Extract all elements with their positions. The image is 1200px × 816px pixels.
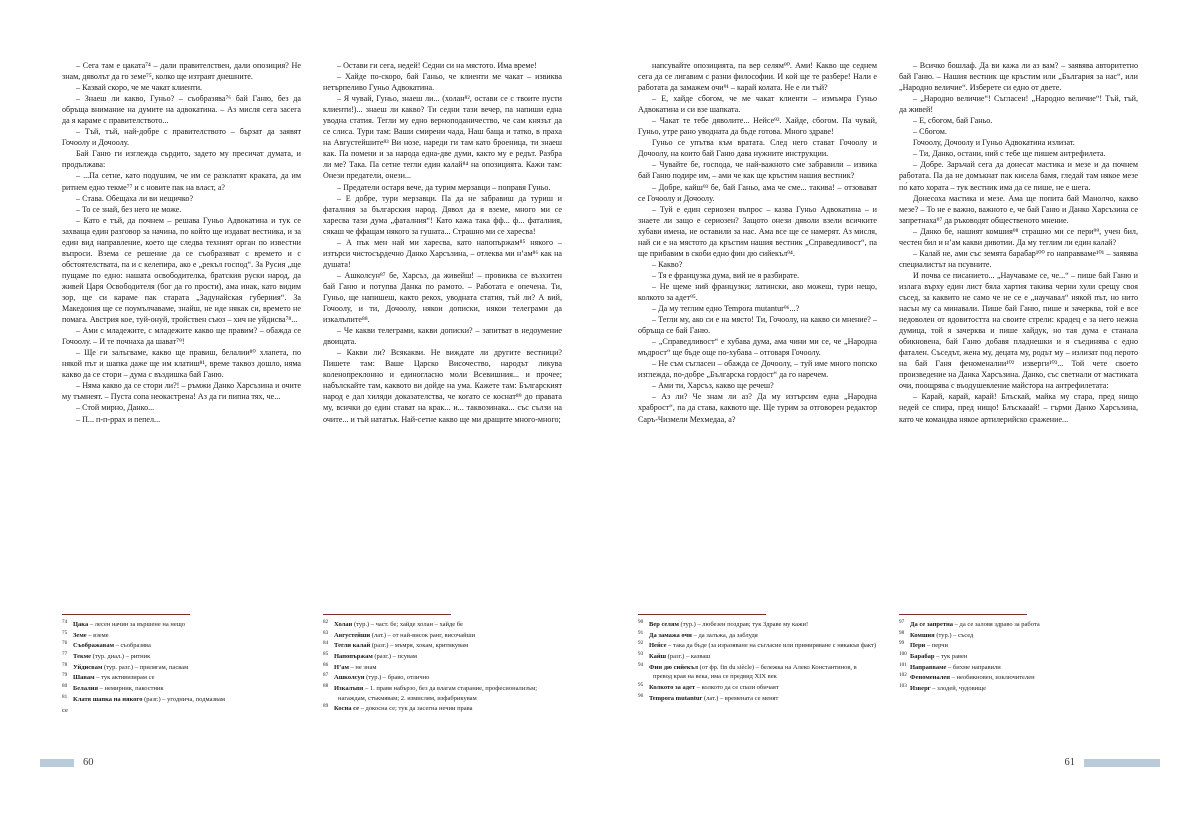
footnote-entry: 99 Пери – перчи bbox=[899, 640, 949, 650]
footnote-entry: 97 Да се запретна – да се заловя здраво за работа bbox=[899, 618, 1040, 628]
footnote-entry: 92 Нейсе – така да бъде (за изразяване на съгласие или примиряване с някакъв факт) bbox=[638, 640, 877, 650]
footnote-term: Августейши bbox=[334, 631, 371, 639]
footnote-entry: 79 Шавам – тук активизирам се bbox=[62, 672, 155, 682]
page-number-right: 61 bbox=[1064, 757, 1075, 768]
footnote-entry: 81 Клатя шапка на някого (разг.) – угоднича, подмазвам bbox=[62, 693, 226, 703]
paragraph: – Тегли му, ако си е на място! Ти, Гочоолу, на какво си мнение? – обръща се бай Ганю. bbox=[638, 315, 877, 336]
text-column-3 bbox=[638, 60, 877, 600]
paragraph: – Ашколсун⁸⁷ бе, Харсъз, да живейш! – провиква се възхитен бай Ганю и потупва Данка по рамото. – Работата е опечена. Ти, Гуньо, ще напишеш, както рекох, уводната статия, тъй ли? А вий, Гочоолу, и ти, Дочоолу, някои дописки, някои телеграми да изкалъпите⁸⁸. bbox=[323, 270, 562, 325]
paragraph: – Че какви телеграми, какви дописки? – запитват в недоумение двоицата. bbox=[323, 326, 562, 347]
footnote-definition: – колкото да се спази обичаят bbox=[695, 684, 779, 692]
footnote-entry: 74 Цака – лесен начин за вършене на нещо bbox=[62, 618, 185, 628]
footnote-term: Цака bbox=[73, 621, 89, 628]
paragraph: – Предатели остаря вече, да турим мерзавци – поправя Гуньо. bbox=[337, 182, 551, 192]
footnote-definition: (лат.) – от най-висок ранг, височайши bbox=[370, 631, 476, 639]
paragraph: Гуньо се упътва към вратата. След него стават Гочоолу и Дочоолу, на които бай Ганю дава нужните инструкции. bbox=[638, 138, 877, 159]
footnote-entry: 103 Изверг – злодей, чудовище bbox=[899, 682, 987, 693]
paragraph: – Е добре, тури мерзавци. Па да не забравиш да туриш и фаталния за българския народ. Дявол да я вземе, много ми се харесва тази дума „фаталния“! Като кажа така фф... ф... фаталния, сякаш че ффащам някого за гушата... Страшно ми се харесва! bbox=[323, 193, 562, 236]
footnote-definition: (тур. диал.) – ритник bbox=[91, 653, 151, 661]
footnote-term: Холан bbox=[334, 621, 353, 628]
footnote-entry: 86 Н’ам – не знам bbox=[323, 661, 377, 671]
footnote-definition: (тур.) – съсед bbox=[934, 631, 974, 639]
footnote-definition: – да се заловя здраво за работа bbox=[953, 621, 1040, 628]
footnote-entry: 90 Вер селям (тур.) – любезен поздрав; тук Здраве му кажи! bbox=[638, 618, 809, 628]
text-column-1 bbox=[62, 60, 301, 600]
folio-left bbox=[40, 757, 94, 768]
paragraph: – Туй е един сериозен въпрос – казва Гуньо Адвокатина – и знаете ли защо е сериозен? Защото онези дяволи взели всичките хубави имена, не оставили за нас. Ама все ще се намерят. Аз мисля, най си е на мястото да кръстим нашия вестник „Справедливост“, па ще прибавим в скоби едно фин дю сийекъл⁹⁴. bbox=[638, 204, 877, 258]
footnote-definition: – бихме направили bbox=[946, 663, 1001, 671]
footnote-term: Да се запретна bbox=[910, 621, 954, 628]
footnote-definition: – тук равен bbox=[934, 653, 968, 661]
paragraph: – П... п-п-ррах и пепел... bbox=[76, 414, 161, 424]
paragraph: – Да му теглим едно Tempora mutantur⁹⁶...? bbox=[652, 304, 800, 314]
paragraph: И почва се писанието... „Научаваме се, че...“ – пише бай Ганю и излага върху един лист бяла хартия такива черни хули срещу своя съсед, за каквито не само че не се е „научавал“ някой път, но нито насън му са минавали. Пише бай Ганю, пише и зачерква, той е все недоволен от ядовитостта на своите стрели: крадец е за него нежна думица, той я зачерква и пише хайдук, но тая дума е станала обикновена, бай Ганю добавя пладнешки и я съединява с едно фатален. Съседът, жена му, децата му, родът му – излизат под перото на бай Ганя феноменални¹⁰² изверги¹⁰³... Той чете своето произведение на Данка Харсъзина. Данко, със светнали от мастиката очи, поощрява с въодушевление майстора на антрефилетата: bbox=[899, 270, 1138, 391]
paragraph: – А пък мен най ми харесва, като напопържам⁸⁵ някого – изтърси чистосърдечно Данко Харсъзина, – отлеква ми н’ам⁸⁶ как на душата! bbox=[323, 237, 562, 269]
paragraph: – Ти, Данко, остани, ний с тебе ще пишем антрефилета. bbox=[913, 149, 1106, 159]
footnote-definition: – злодей, чудовище bbox=[930, 685, 987, 693]
footnote-continuation: се bbox=[62, 706, 68, 714]
footnote-term: Комшия bbox=[910, 631, 935, 639]
footnote-entry: 93 Кайш (разг.) – казваш bbox=[638, 650, 711, 661]
paragraph: – Я чувай, Гуньо, знаеш ли... (холан⁸², остави се с твоите пусти клиенти!)... знаеш ли какво? Ти седни тази вечер, па напиши една уводна статия. Тегли му едно верноподаничество, че сам князът да се слиса. Тури там: Ваши смирени чада, Наш баща и татко, в праха на Августейшите⁸³ Ви нозе, нареди ги там като броеница, ти знаеш как. Па помени и за народа една-две думи, както му е редът. Разбра ли ме? Така. Па сетне тегли един калай⁸⁴ на опозицията. Кажи там: Онези предатели, онези... bbox=[323, 94, 562, 181]
footnote-term: Съображавам bbox=[73, 642, 114, 650]
footnote-entry: 80 Белалия – немирник, пакостник bbox=[62, 682, 164, 693]
paragraph: – ...Па сетне, като подушим, че им се разклатят краката, да им ритнем едно текме⁷⁷ и с новите пак на власт, а? bbox=[62, 171, 301, 192]
footnote-column-4 bbox=[899, 614, 1138, 704]
footnote-term: Колкото за адет bbox=[649, 684, 696, 692]
footnote-term: Тегли калай bbox=[334, 642, 371, 650]
footnote-rule bbox=[899, 614, 1027, 615]
footnote-entry: 85 Напопържам (разг.) – псувам bbox=[323, 650, 417, 661]
paragraph: – „Справедливост“ е хубава дума, ама чини ми се, че „Народна мъдрост“ ще бъде още по-хубава – отговаря Гочоолу. bbox=[638, 337, 877, 358]
folio-marker-bar-icon bbox=[40, 759, 74, 767]
paragraph: – Е, сбогом, бай Ганьо. bbox=[913, 116, 993, 126]
footnote-definition: – така да бъде (за изразяване на съгласие или примиряване с някакъв факт) bbox=[666, 642, 877, 650]
footnote-definition: (разг.) – мъмря, хокам, критикувам bbox=[370, 642, 469, 650]
footnote-entry: 87 Ашколсун (тур.) – браво, отлично bbox=[323, 672, 430, 682]
footnote-term: Пери bbox=[910, 642, 926, 650]
footnote-entry: 82 Холан (тур.) – част. бе; хайде холан – хайде бе bbox=[323, 618, 463, 628]
footnote-definition: – немирник, пакостник bbox=[98, 685, 164, 693]
footnotes-left bbox=[62, 614, 562, 716]
footnote-entry: 95 Колкото за адет – колкото да се спази обичаят bbox=[638, 681, 779, 692]
footnote-entry: 91 Да замажа очи – да залъжа, да заблудя bbox=[638, 629, 758, 639]
footnote-term: Направваме bbox=[910, 663, 947, 671]
paragraph: – Данко бе, нашият комшия⁹⁸ страшно ми се пери⁹⁹, учен бил, честен бил и н’ам какви дивотии. Да му теглим ли един калай? bbox=[899, 226, 1138, 247]
footnote-definition: – не знам bbox=[348, 663, 377, 671]
paragraph: – Няма какво да се стори ли?! – ръмжи Данко Харсъзина и очите му тъмнеят. – Пуста сопа неокастрена! Аз да ги пипна тях, че... bbox=[62, 381, 301, 402]
footnote-list-4 bbox=[899, 620, 1138, 694]
footnote-column-3 bbox=[638, 614, 877, 704]
footnote-entry: 101 Направваме – бихме направили bbox=[899, 661, 1001, 671]
footnote-rule bbox=[62, 614, 190, 615]
footnote-term: Белалия bbox=[73, 685, 99, 693]
paragraph: – Чакат те тебе дяволите... Нейсе⁹². Хайде, сбогом. Па чувай, Гуньо, утре рано уводната да бъде готова. Много здраве! bbox=[638, 116, 877, 137]
body-columns-left bbox=[62, 60, 562, 600]
paragraph: – Калай не, ами със земята барабар¹⁰⁰ го направваме¹⁰¹ – заявява специалистът на псувните. bbox=[899, 248, 1138, 269]
footnote-entry: 77 Текме (тур. диал.) – ритник bbox=[62, 650, 151, 661]
footnote-definition: (от фр. fin du siècle) – бележка на Алеко Константинов, в превод края на века, има се предвид XIX век bbox=[653, 663, 857, 681]
footnote-definition: – съобразява bbox=[114, 642, 151, 650]
page-number-left: 60 bbox=[83, 757, 94, 768]
body-columns-right bbox=[638, 60, 1138, 600]
footnote-definition: (тур.) – част. бе; хайде холан – хайде бе bbox=[352, 621, 463, 628]
paragraph: напсувайте опозицията, па вер селям⁹⁰. Ами! Какво ще седнем сега да се лигавим с разни философии. И кой ще те разбере! Нали е работата да замажем очи⁹¹ – карай колата. Не е ли тъй? bbox=[638, 61, 877, 93]
paragraph: – Не щеме ний французки; латински, ако можеш, тури нещо, колкото за адет⁹⁵. bbox=[638, 281, 877, 302]
footnote-term: Tempora mutantur bbox=[649, 694, 703, 702]
paragraph: – Тя е французка дума, вий не я разбирате. bbox=[652, 270, 800, 280]
paragraph: – Стой мирно, Данко... bbox=[76, 403, 155, 413]
paragraph: – То се знай, без него не може. bbox=[76, 204, 182, 214]
folio-right bbox=[1065, 757, 1161, 768]
paragraph: – Тъй, тъй, най-добре с правителството – бързат да заявят Гочоолу и Дочоолу. bbox=[62, 127, 301, 148]
paragraph: – Сбогом. bbox=[913, 127, 947, 137]
footnote-column-1 bbox=[62, 614, 301, 716]
footnote-entry: 98 Комшия (тур.) – съсед bbox=[899, 629, 974, 639]
footnote-term: Изкалъпя bbox=[334, 685, 364, 693]
footnote-entry: 84 Тегли калай (разг.) – мъмря, хокам, критикувам bbox=[323, 640, 469, 650]
footnote-term: Да замажа очи bbox=[649, 631, 692, 639]
footnote-entry: 83 Августейши (лат.) – от най-висок ранг, височайши bbox=[323, 629, 476, 639]
paragraph: – Сега там е цаката⁷⁴ – дали правителствен, дали опозиция? Не знам, дяволът да го земе⁷⁵, колко ще изтраят днешните. bbox=[62, 61, 301, 82]
paragraph: – Ще ги залъгваме, какво ще правиш, белалии⁸⁰ хлапета, по някой път и шапка даже ще им клатиш⁸¹, време таквоз дошло, няма какво да се стори – дума с въздишка бай Ганю. bbox=[62, 348, 301, 380]
footnote-term: Шавам bbox=[73, 674, 95, 682]
footnote-definition: (разг.) – угоднича, подмазвам bbox=[142, 695, 226, 703]
footnote-definition: (разг.) – казваш bbox=[666, 653, 711, 661]
footnote-rule bbox=[638, 614, 766, 615]
paragraph: – Аз ли? Че знам ли аз? Да му изтърсим една „Народна храброст“, па да става, каквото ще. Ще турим за отговорен редактор Саръ-Чизмели Мехмедаа, а? bbox=[638, 392, 877, 424]
paragraph: – Става. Обещаха ли ви нещичко? bbox=[76, 193, 194, 203]
footnote-entry: 94 Фин дю сийекъл (от фр. fin du siècle) – бележка на Алеко Константинов, в превод края на века, има се предвид XIX век bbox=[638, 661, 857, 681]
footnote-entry: 100 Барабар – тук равен bbox=[899, 650, 968, 661]
footnote-term: Н’ам bbox=[334, 663, 349, 671]
paragraph: – Чувайте бе, господа, че най-важното сме забравили – извика бай Ганю подире им, – ами че как ще кръстим нашия вестник? bbox=[638, 160, 877, 181]
paragraph: – Знаеш ли какво, Гуньо? – съобразява⁷⁶ бай Ганю, без да обръща внимание на думите на адвокатина. – Аз мисля сега засега да я караме с правителството... bbox=[62, 94, 301, 126]
paragraph: Гочоолу, Дочоолу и Гуньо Адвокатина излизат. bbox=[913, 138, 1075, 148]
footnote-term: Фин дю сийекъл bbox=[649, 663, 699, 671]
footnote-list-1 bbox=[62, 620, 301, 715]
paragraph: – Остави ги сега, недей! Седни си на мястото. Има време! bbox=[337, 61, 537, 70]
footnote-term: Клатя шапка на някого bbox=[73, 695, 143, 703]
paragraph: – Всичко бошлаф. Да ви кажа ли аз вам? – заявява авторитетно бай Ганю. – Нашия вестник ще кръстим или „България за нас“, или „Народно величие“. Изберете си едно от двете. bbox=[899, 61, 1138, 93]
paragraph: – Хайде по-скоро, бай Ганьо, че клиенти ме чакат – извиква нетърпеливо Гуньо Адвокатина. bbox=[323, 72, 562, 93]
footnote-entry: 78 Уйдисвам (тур. разг.) – прилягам, пасвам bbox=[62, 661, 189, 671]
paragraph: – Добре. Заръчай сега да донесат мастика и мезе и да почнем работата. Па да не домъкнат пак кисела бамя, гледай там някое мезе по́ като хората – тук вестник има да се пише, не е шега. bbox=[899, 160, 1138, 192]
footnote-rule bbox=[323, 614, 451, 615]
paragraph: – Какво? bbox=[652, 259, 683, 269]
paragraph: Бай Ганю ги изглежда сърдито, задето му пресичат думата, и продължава: bbox=[62, 149, 301, 170]
footnotes-right bbox=[638, 614, 1138, 704]
paragraph: – Какви ли? Всякакви. Не виждате ли другите вестници? Пишете там: Ваше Царско Височество, народът ликува коленопреклонно и единогласно моли Всевишния... и прочее; набълскайте там, каквото ви дойде на ума. Кажете там: Българският народ е дал хиляди доказателства, че когато се коснат⁸⁹ до правата му, всички до един стават на крак... и... таквозинака... със сълзи на очите... и тъй нататък. Най-сетне какво ще ми дращите много-много; bbox=[323, 348, 562, 424]
paragraph: – Ами с младежите, с младежите какво ще правим? – обажда се Гочоолу. – И те почнаха да шават⁷⁹! bbox=[62, 326, 301, 347]
footnote-definition: – лесен начин за вършене на нещо bbox=[88, 621, 185, 628]
footnote-definition: – вземе bbox=[86, 631, 109, 639]
footnote-term: Текме bbox=[73, 653, 92, 661]
paragraph: – Не съм съгласен – обажда се Дочоолу, – туй име много попско изглежда, по-добре „Българска гордост“ да го наречем. bbox=[638, 359, 877, 380]
footnote-definition: – 1. правя набързо, без да влагам старание, професионализъм; нагаждам, стъкмявам; 2. измислям, изфабрикувам bbox=[338, 685, 538, 702]
text-column-4 bbox=[899, 60, 1138, 600]
footnote-definition: – необикновен, изключителен bbox=[949, 674, 1035, 682]
footnote-term: Нейсе bbox=[649, 642, 667, 650]
footnote-term: Уйдисвам bbox=[73, 663, 103, 671]
footnote-term: Вер селям bbox=[649, 621, 679, 628]
footnote-term: Барабар bbox=[910, 653, 935, 661]
footnote-term: Феноменален bbox=[910, 674, 950, 682]
footnote-entry: 88 Изкалъпя – 1. правя набързо, без да влагам старание, професионализъм; нагаждам, стъкмявам; 2. измислям, изфабрикувам bbox=[323, 682, 538, 702]
footnote-definition: – докосна се; тук да засегна нечии права bbox=[359, 705, 473, 713]
text-column-2 bbox=[323, 60, 562, 600]
footnote-definition: – перчи bbox=[925, 642, 949, 650]
paragraph: – Е, хайде сбогом, че ме чакат клиенти – измъмра Гуньо Адвокатина и си взе шапката. bbox=[638, 94, 877, 115]
paragraph: – Като е тъй, да почнем – решава Гуньо Адвокатина и тук се захваща един разговор за начина, по който ще издават вестника, и за един вид направление, което ще следва техният орган по известни въпроси. Взема се решение да се съобразяват с времето и с обстоятелствата, па и с келепира, ако е „рекъл господ“. За Русия „ще пущаме по едно: нашата освободителка, братския руски народ, да живей Царя Освободителя (бог да го прости), ама инак, като видим зор, ще си караме пак старата „Задунайская губерния“. За Македония ще се поумълчаваме, знайш, не иде някак си, времето не помага. Австрия кое, туй-онуй, тройствен съюз – хич не уйдисва⁷⁸... bbox=[62, 215, 301, 325]
footnote-term: Ашколсун bbox=[334, 674, 365, 682]
footnote-term: Земе bbox=[73, 631, 87, 639]
paragraph: – Добре, кайш⁹³ бе, бай Ганьо, ама че сме... такива! – отзовават се Гочоолу и Дочоолу. bbox=[638, 182, 877, 203]
footnote-definition: – да залъжа, да заблудя bbox=[691, 631, 758, 639]
paragraph: – Ами ти, Харсъз, какво ще речеш? bbox=[652, 381, 774, 391]
footnote-term: Кайш bbox=[649, 653, 667, 661]
paragraph: Донесоха мастика и мезе. Ама ще попита бай Манолчо, какво мезе? – То не е важно, важното е, че бай Ганю и Данко Харсъзина се запретнаха⁹⁷ да ръководят общественото мнение. bbox=[899, 193, 1138, 225]
footnote-term: Изверг bbox=[910, 685, 931, 693]
footnote-list-3 bbox=[638, 620, 877, 703]
footnote-entry: 76 Съображавам – съобразява bbox=[62, 640, 151, 650]
paragraph: – „Народно величие“! Съгласен! „Народно величие“! Тъй, тъй, да живей! bbox=[899, 94, 1138, 115]
footnote-definition: (тур.) – любезен поздрав; тук Здраве му кажи! bbox=[678, 621, 809, 628]
footnote-entry: 96 Tempora mutantur (лат.) – времената се менят bbox=[638, 692, 779, 702]
paragraph: – Карай, карай, карай! Блъскай, майка му стара, пред нищо недей се спира, пред нищо! Блъскааай! – гърми Данко Харсъзина, като че командва някое артилерийско сражение... bbox=[899, 392, 1138, 424]
footnote-entry: 75 Земе – вземе bbox=[62, 629, 109, 639]
footnote-entry: 89 Косна се – докосна се; тук да засегна нечии права bbox=[323, 703, 473, 713]
footnote-definition: – тук активизирам се bbox=[94, 674, 155, 682]
paragraph: – Казвай скоро, че ме чакат клиенти. bbox=[76, 83, 203, 93]
page-right bbox=[600, 0, 1200, 816]
footnote-definition: (тур.) – браво, отлично bbox=[364, 674, 430, 682]
footnote-definition: (тур. разг.) – прилягам, пасвам bbox=[102, 663, 189, 671]
footnote-column-2 bbox=[323, 614, 562, 716]
footnote-definition: (разг.) – псувам bbox=[372, 653, 417, 661]
footnote-definition: (лат.) – времената се менят bbox=[702, 694, 779, 702]
footnote-term: Напопържам bbox=[334, 653, 373, 661]
footnote-term: Косна се bbox=[334, 705, 359, 713]
folio-marker-bar-icon bbox=[1084, 759, 1160, 767]
footnote-list-2 bbox=[323, 620, 562, 714]
footnote-entry: 102 Феноменален – необикновен, изключителен bbox=[899, 672, 1035, 682]
